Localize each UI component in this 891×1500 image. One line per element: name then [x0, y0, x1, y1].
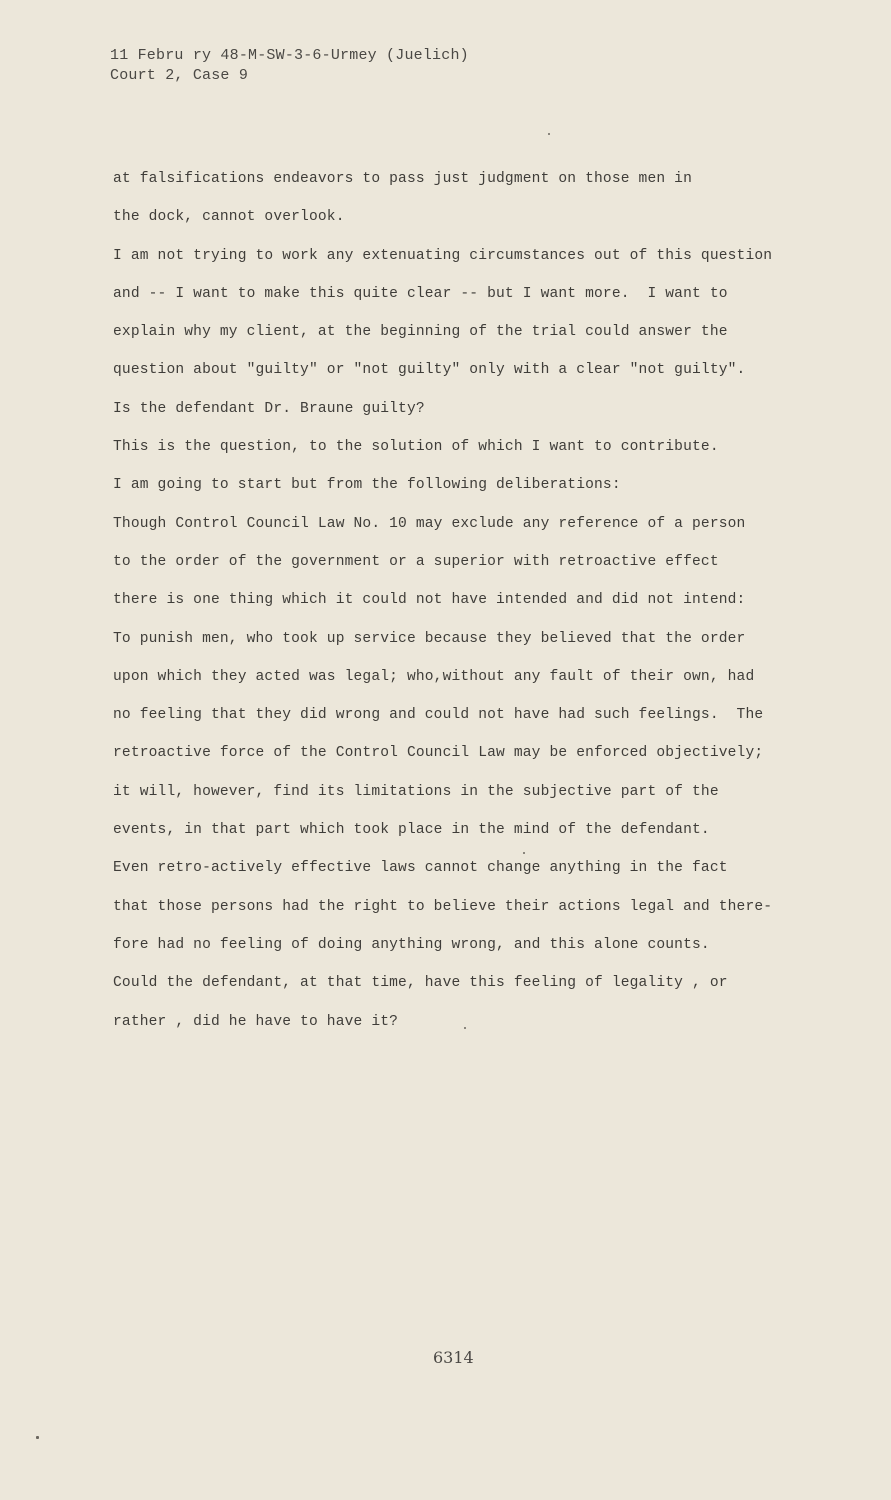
body-line: rather , did he have to have it? — [113, 1013, 399, 1030]
body-line: explain why my client, at the beginning of the trial could answer the — [113, 324, 728, 341]
body-line: the dock, cannot overlook. — [113, 209, 345, 226]
body-line: there is one thing which it could not have intended and did not intend: — [113, 592, 746, 609]
header-line-2: Court 2, Case 9 — [110, 67, 249, 84]
body-line: to the order of the government or a superior with retroactive effect — [113, 553, 719, 570]
body-line: question about "guilty" or "not guilty" only with a clear "not guilty". — [113, 362, 746, 379]
body-line: that those persons had the right to believe their actions legal and there- — [113, 898, 773, 915]
body-line: no feeling that they did wrong and could not have had such feelings. The — [113, 707, 764, 724]
body-line: Even retro-actively effective laws cannot change anything in the fact — [113, 860, 728, 877]
body-line: upon which they acted was legal; who,without any fault of their own, had — [113, 668, 755, 685]
paper-speck — [36, 1436, 39, 1439]
body-line: at falsifications endeavors to pass just judgment on those men in — [113, 171, 692, 187]
document-body — [113, 160, 833, 1041]
body-line: and -- I want to make this quite clear -- but I want more. I want to — [113, 285, 728, 302]
body-line: To punish men, who took up service because they believed that the order — [113, 630, 746, 647]
body-line: fore had no feeling of doing anything wrong, and this alone counts. — [113, 936, 710, 953]
header-line-1: 11 Febru ry 48-M-SW-3-6-Urmey (Juelich) — [110, 47, 469, 64]
paper-speck — [523, 852, 525, 854]
body-line: events, in that part which took place in the mind of the defendant. — [113, 822, 710, 839]
paper-speck — [464, 1027, 466, 1029]
paper-speck — [548, 133, 550, 135]
body-line: I am going to start but from the following deliberations: — [113, 477, 621, 494]
body-line: I am not trying to work any extenuating circumstances out of this question — [113, 247, 773, 264]
body-line: it will, however, find its limitations in the subjective part of the — [113, 783, 719, 800]
body-line: Though Control Council Law No. 10 may exclude any reference of a person — [113, 515, 746, 532]
body-line: retroactive force of the Control Council Law may be enforced objectively; — [113, 745, 764, 762]
document-header — [110, 46, 469, 86]
page-number: 6314 — [433, 1348, 474, 1367]
body-line: Is the defendant Dr. Braune guilty? — [113, 400, 425, 417]
body-line: Could the defendant, at that time, have this feeling of legality , or — [113, 975, 728, 992]
body-line: This is the question, to the solution of which I want to contribute. — [113, 439, 719, 456]
